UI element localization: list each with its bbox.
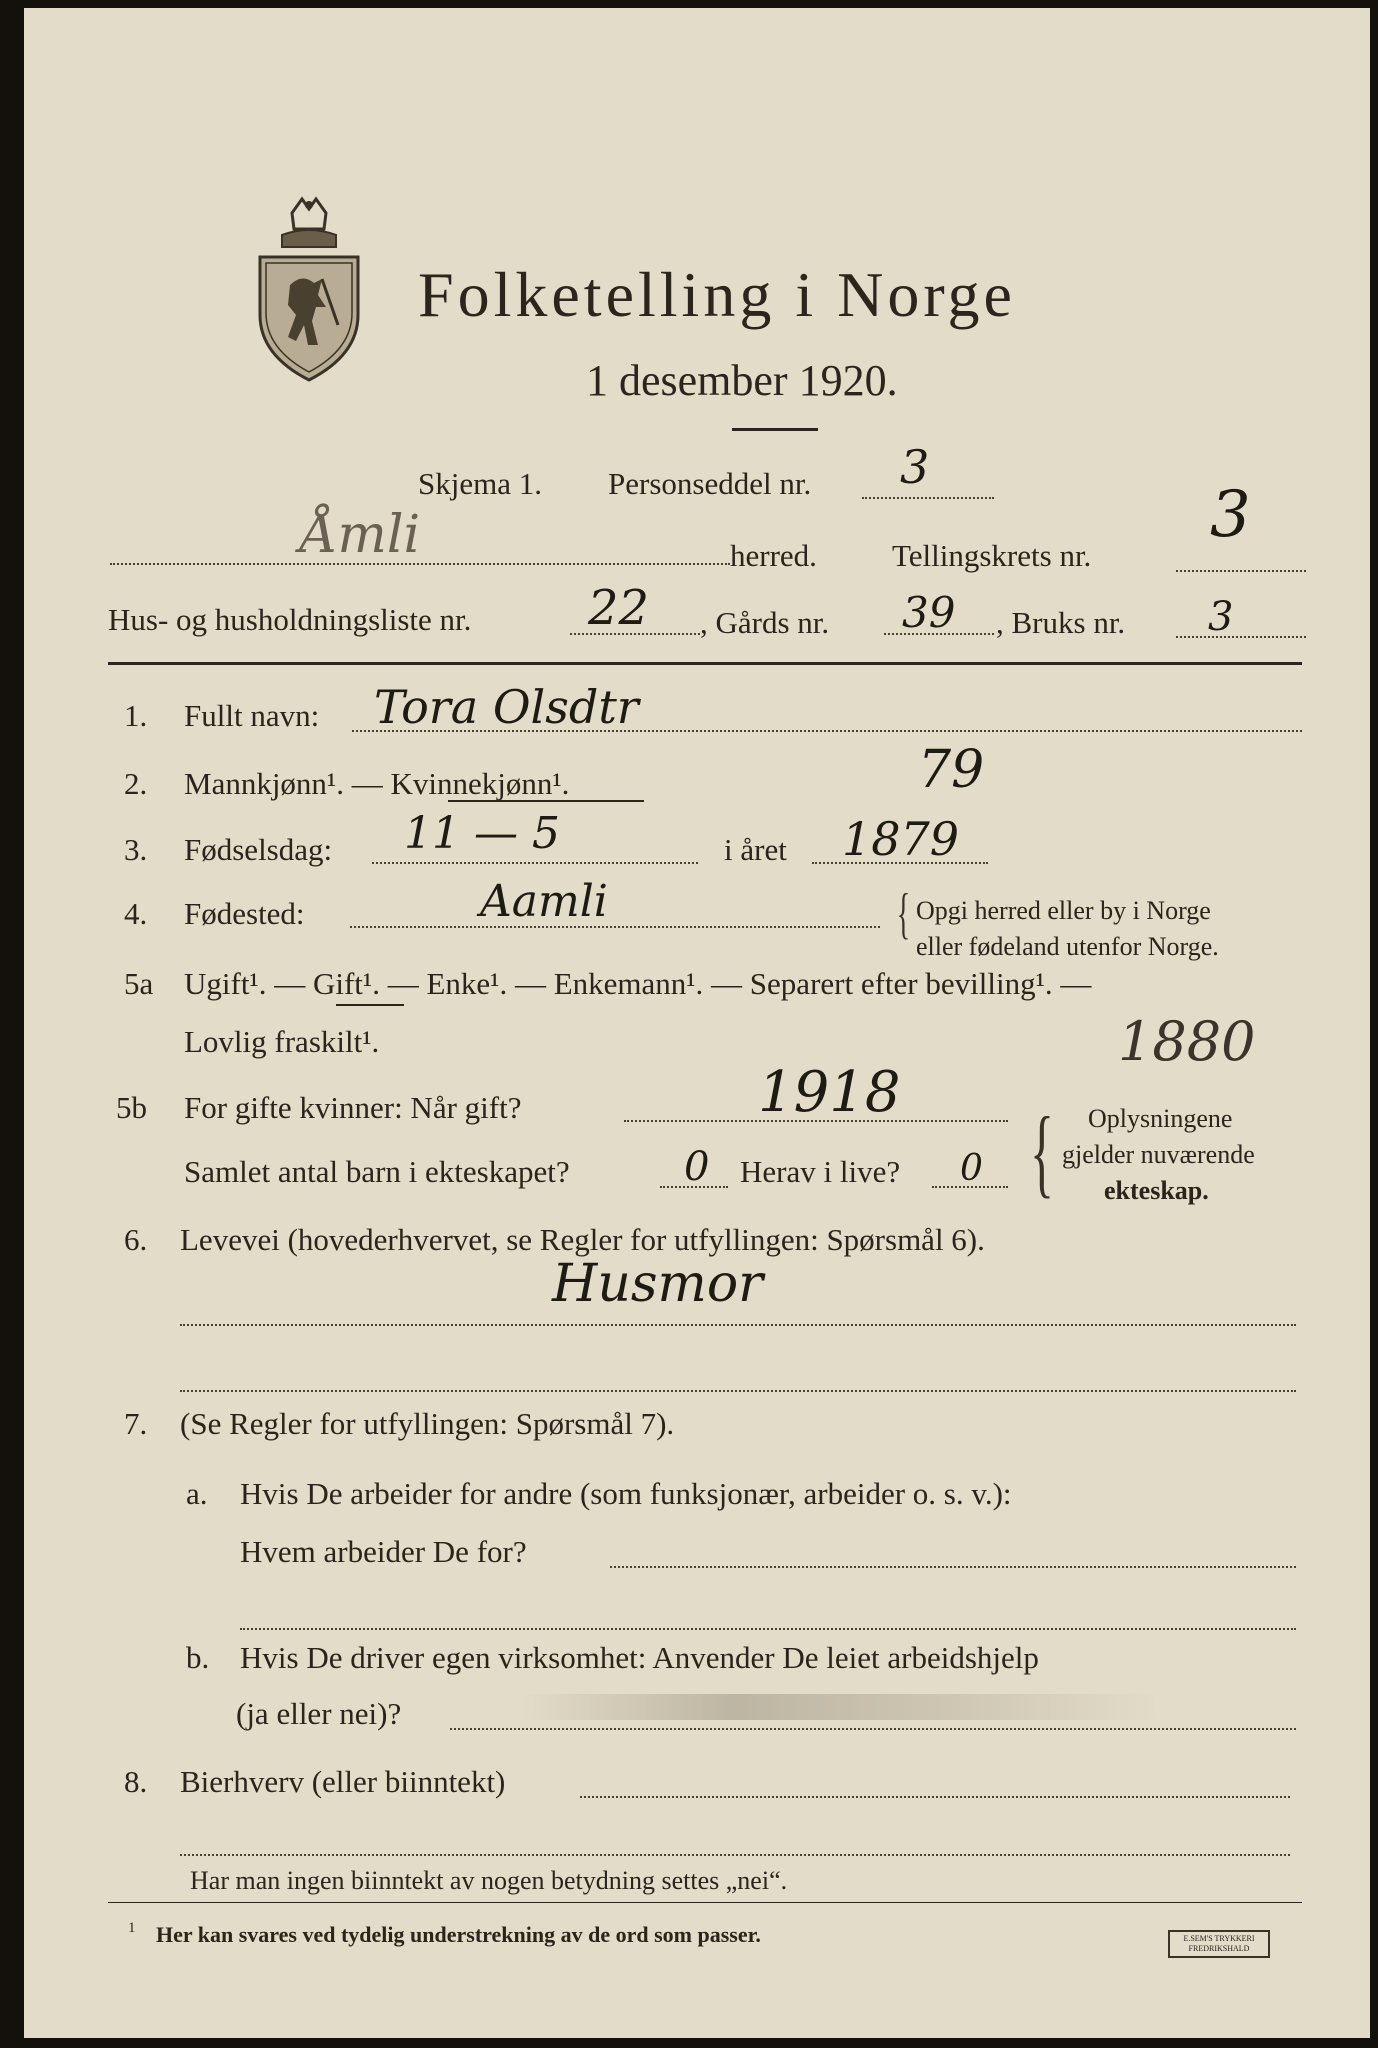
q6-line-1	[180, 1324, 1296, 1326]
q5b-number: 5b	[116, 1090, 147, 1125]
printer-stamp	[1168, 1930, 1270, 1958]
herred-label: herred.	[730, 538, 817, 573]
q3-year-correction: 79	[918, 740, 985, 800]
schema-label: Skjema 1.	[418, 466, 542, 501]
q8-line	[580, 1796, 1290, 1798]
q4-label: Fødested:	[184, 896, 305, 931]
q4-line	[350, 926, 880, 928]
q8-number: 8.	[124, 1764, 148, 1799]
q7a-line-2	[240, 1628, 1296, 1630]
q7a-label: Hvis De arbeider for andre (som funksjonær, arbeider o. s. v.):	[240, 1476, 1012, 1511]
q3-label: Fødselsdag:	[184, 832, 333, 867]
personseddel-label: Personseddel nr.	[608, 466, 812, 501]
tellingskrets-value: 3	[1210, 478, 1251, 552]
q7b-label: Hvis De driver egen virksomhet: Anvender De leiet arbeidshjelp	[240, 1640, 1039, 1675]
herred-line	[110, 563, 730, 565]
gards-value: 39	[902, 588, 956, 637]
q7a-line	[610, 1566, 1296, 1568]
bruks-line	[1176, 636, 1306, 638]
q2-label: Mannkjønn¹. — Kvinnekjønn¹.	[184, 766, 570, 801]
q5a-label: Ugift¹. — Gift¹. — Enke¹. — Enkemann¹. — Separert efter bevilling¹. —	[184, 966, 1092, 1001]
norwegian-coat-of-arms-icon	[252, 195, 367, 385]
q7a-label-2: Hvem arbeider De for?	[240, 1534, 527, 1569]
printer-stamp-line-1: E.SEM'S TRYKKERI	[1183, 1934, 1255, 1943]
q4-note-1: Opgi herred eller by i Norge	[916, 896, 1211, 925]
household-list-label: Hus- og husholdningsliste nr.	[108, 602, 472, 637]
q7b-line	[450, 1728, 1296, 1730]
personseddel-line	[862, 497, 994, 499]
title-rule	[732, 428, 818, 431]
printer-stamp-line-2: FREDRIKSHALD	[1188, 1944, 1250, 1953]
tellingskrets-label: Tellingskrets nr.	[892, 538, 1092, 573]
q5a-margin-note: 1880	[1118, 1010, 1256, 1073]
footnote-text: Her kan svares ved tydelig understrekning av de ord som passer.	[156, 1922, 761, 1947]
q5b-children-label: Samlet antal barn i ekteskapet?	[184, 1154, 570, 1189]
q6-number: 6.	[124, 1222, 148, 1257]
q5b-label: For gifte kvinner: Når gift?	[184, 1090, 522, 1125]
q5a-underline-gift	[336, 1004, 404, 1006]
q5b-note-1: Oplysningene	[1088, 1104, 1233, 1133]
personseddel-value: 3	[900, 440, 930, 494]
q1-label: Fullt navn:	[184, 698, 320, 733]
q1-number: 1.	[124, 698, 148, 733]
gards-label: , Gårds nr.	[700, 605, 830, 640]
q5b-alive-value: 0	[960, 1148, 983, 1189]
tellingskrets-line	[1176, 570, 1306, 572]
q3-year-value: 1879	[842, 812, 960, 866]
q2-number: 2.	[124, 766, 148, 801]
bruks-value: 3	[1208, 594, 1234, 640]
q7b-erased-handwriting	[520, 1694, 1160, 1720]
q5b-brace: {	[1030, 1096, 1054, 1207]
q2-underline-kvinnekjonn	[448, 800, 644, 802]
q1-value: Tora Olsdtr	[374, 680, 639, 734]
q3-number: 3.	[124, 832, 148, 867]
q7-label: (Se Regler for utfyllingen: Spørsmål 7).	[180, 1406, 675, 1441]
q7b-number: b.	[186, 1640, 210, 1675]
q5b-note-2: gjelder nuværende	[1062, 1140, 1255, 1169]
q4-note-2: eller fødeland utenfor Norge.	[916, 932, 1219, 961]
q5a-number: 5a	[124, 966, 154, 1001]
q5b-alive-label: Herav i live?	[740, 1154, 901, 1189]
form-title: Folketelling i Norge	[418, 259, 1016, 330]
footer-rule	[108, 1902, 1302, 1903]
q7a-number: a.	[186, 1476, 208, 1511]
q7b-label-2: (ja eller nei)?	[236, 1696, 402, 1731]
bruks-label: , Bruks nr.	[996, 605, 1126, 640]
q3-year-label: i året	[724, 832, 787, 867]
q5b-note-3: ekteskap.	[1104, 1176, 1209, 1205]
q3-line	[372, 862, 698, 864]
household-list-value: 22	[588, 580, 650, 636]
q6-value: Husmor	[552, 1254, 763, 1314]
q4-number: 4.	[124, 896, 148, 931]
q4-value: Aamli	[480, 876, 608, 927]
q6-line-2	[180, 1390, 1296, 1392]
q6-label: Levevei (hovederhvervet, se Regler for utfyllingen: Spørsmål 6).	[180, 1222, 985, 1257]
q8-note: Har man ingen biinntekt av nogen betydning settes „nei“.	[190, 1866, 788, 1895]
q7-number: 7.	[124, 1406, 148, 1441]
q8-line-2	[180, 1854, 1290, 1856]
herred-value: Åmli	[300, 505, 421, 565]
q5b-children-value: 0	[684, 1144, 710, 1190]
q4-brace: {	[896, 883, 911, 945]
footnote-mark: 1	[128, 1920, 136, 1936]
header-divider	[108, 662, 1302, 665]
q5b-value: 1918	[758, 1060, 901, 1125]
q3-value: 11 — 5	[404, 808, 560, 859]
q5a-label-2: Lovlig fraskilt¹.	[184, 1024, 380, 1059]
q8-label: Bierhverv (eller biinntekt)	[180, 1764, 506, 1799]
census-date: 1 desember 1920.	[586, 356, 898, 405]
